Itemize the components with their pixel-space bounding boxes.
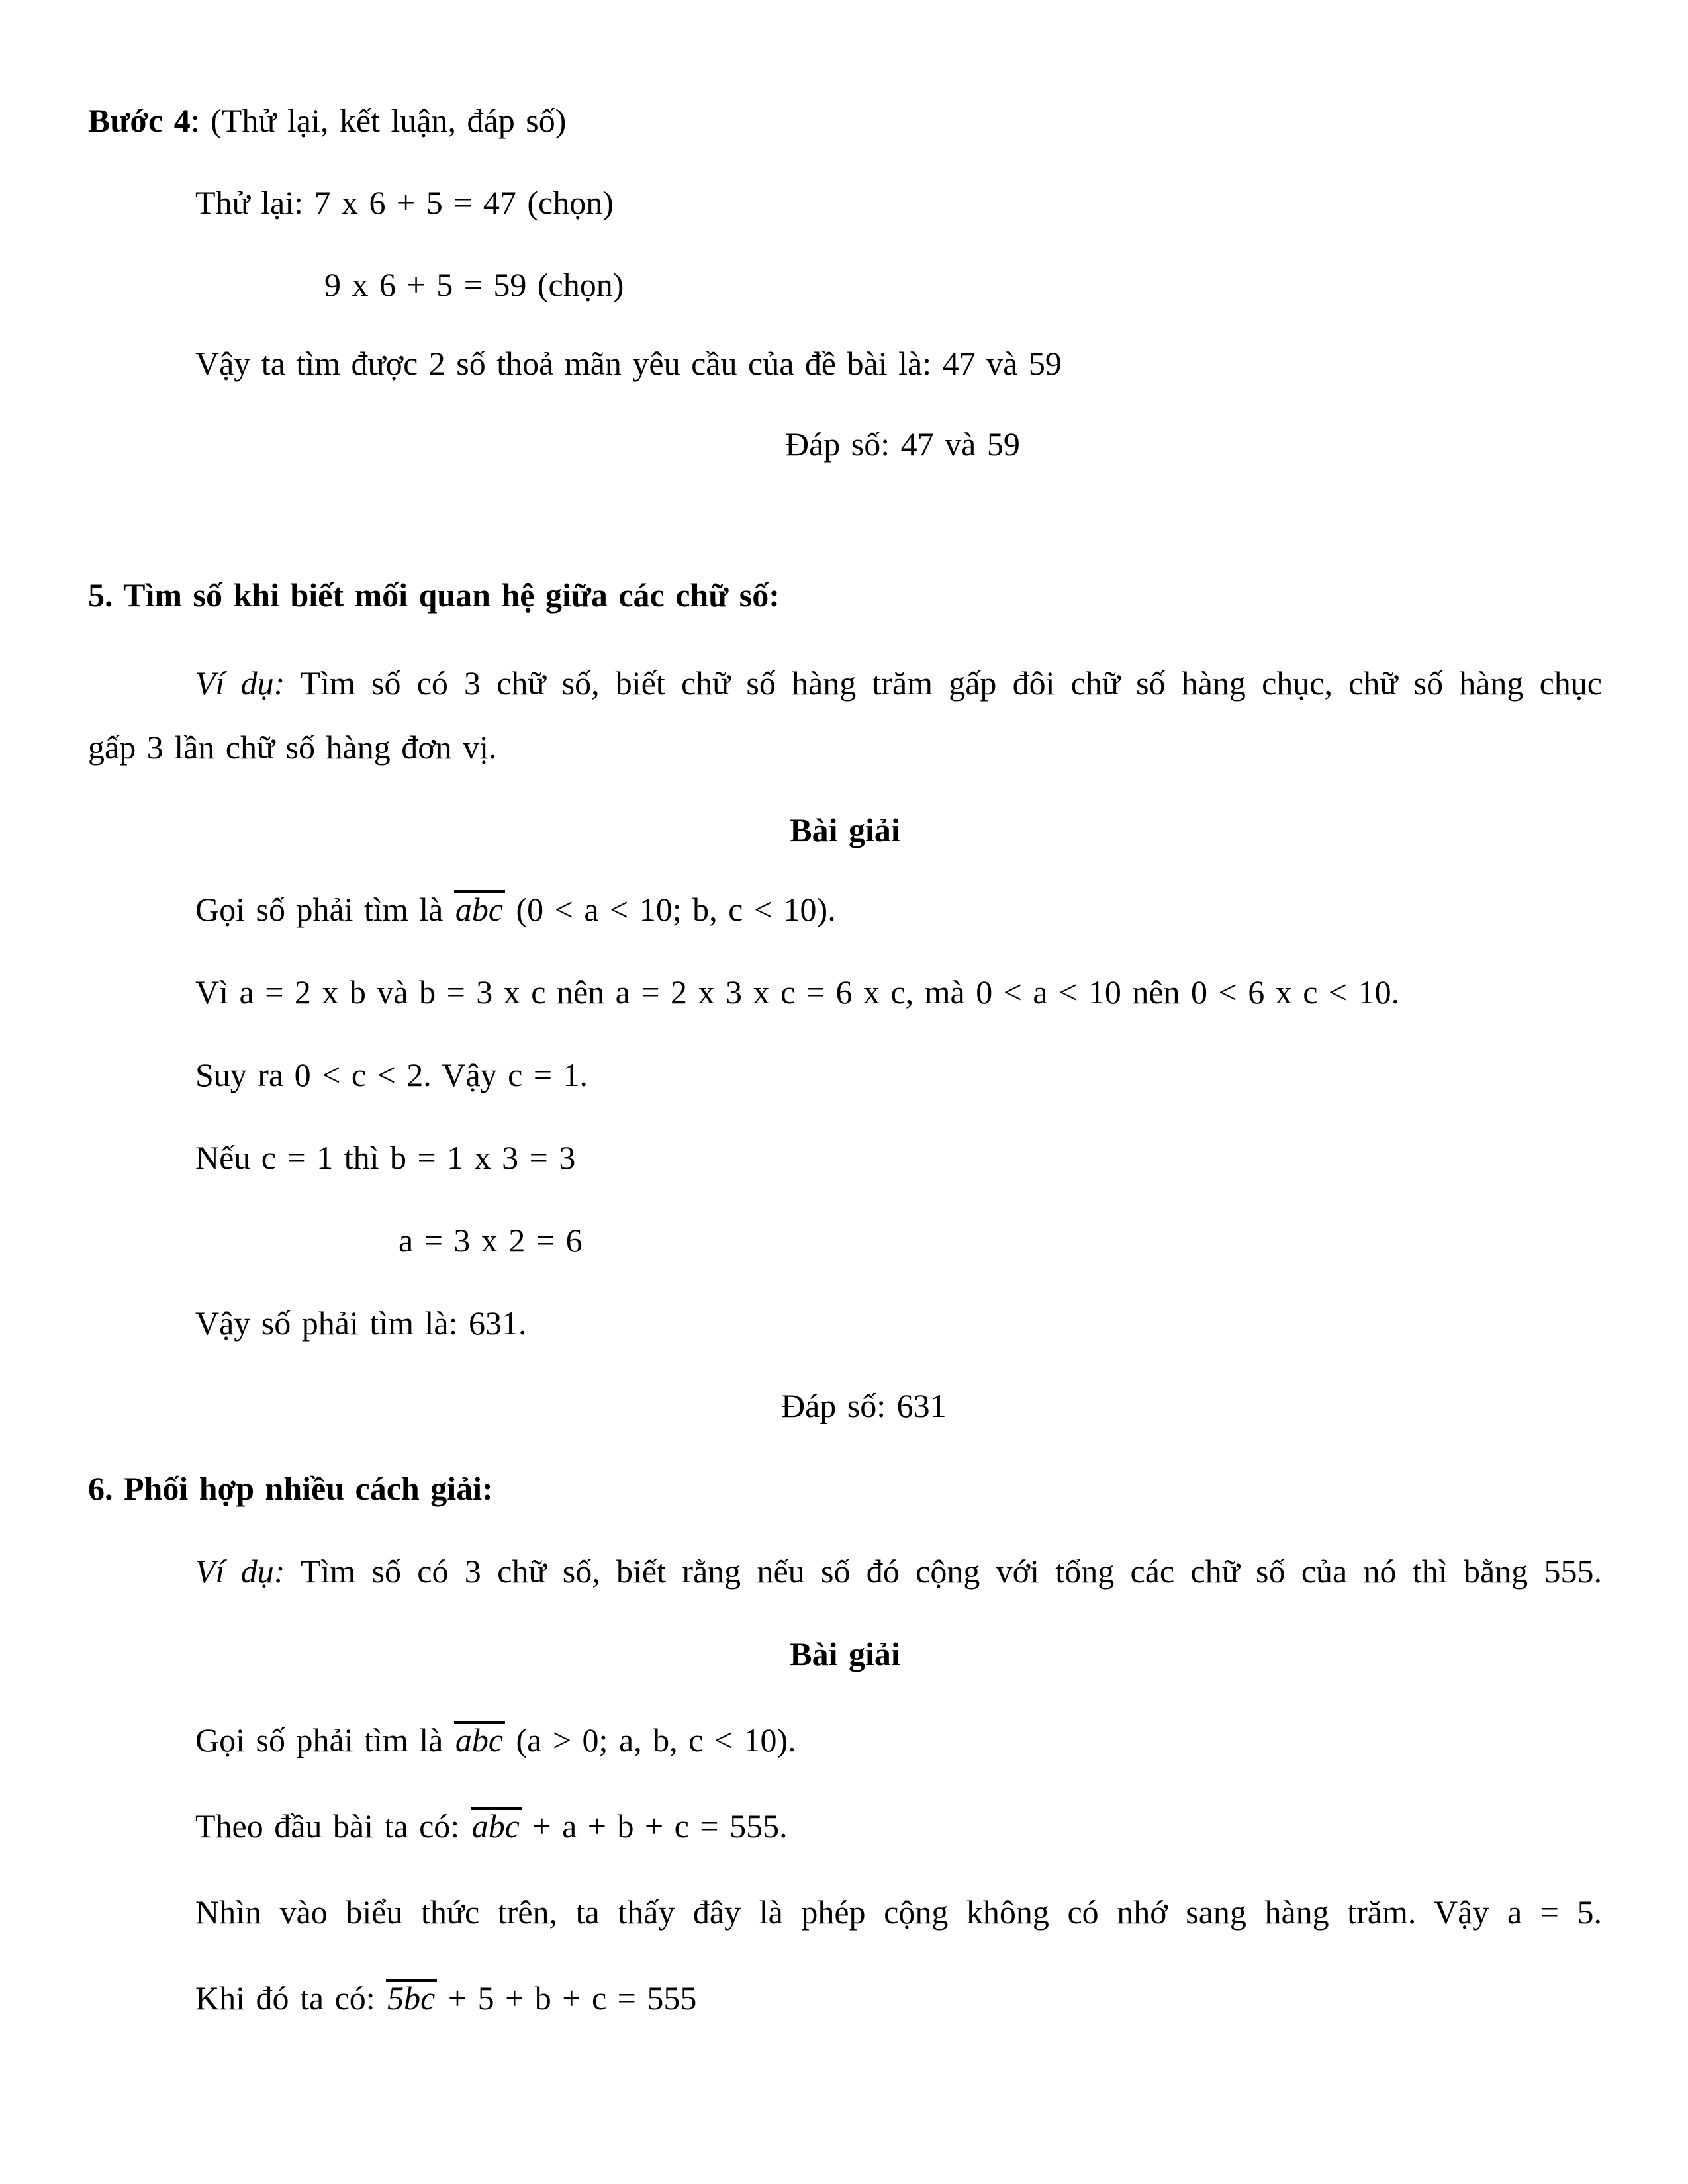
section5-solution-title: Bài giải bbox=[790, 811, 900, 848]
section6-solution-title: Bài giải bbox=[790, 1635, 900, 1672]
section6-call-pre: Gọi số phải tìm là bbox=[195, 1721, 454, 1758]
section5-reasoning: Vì a = 2 x b và b = 3 x c nên a = 2 x 3 x c = 6 x c, mà 0 < a < 10 nên 0 < 6 x c < 10. bbox=[195, 974, 1400, 1011]
overline-abc-variable: abc bbox=[471, 1807, 522, 1843]
section5-example-label: Ví dụ: bbox=[195, 664, 285, 702]
section5-call-pre: Gọi số phải tìm là bbox=[195, 891, 454, 928]
step4-heading-rest: : (Thử lại, kết luận, đáp số) bbox=[190, 102, 567, 139]
section5-case-b: Nếu c = 1 thì b = 1 x 3 = 3 bbox=[195, 1139, 576, 1176]
section6-then-line bbox=[195, 1978, 696, 2019]
section5-call-post: (0 < a < 10; b, c < 10). bbox=[505, 891, 836, 928]
step4-check-line-2: 9 x 6 + 5 = 59 (chọn) bbox=[324, 266, 624, 303]
overline-abc-variable: abc bbox=[454, 890, 505, 926]
section5-case-a: a = 3 x 2 = 6 bbox=[399, 1222, 583, 1259]
section5-example-text: Tìm số có 3 chữ số, biết chữ số hàng trăm gấp đôi chữ số hàng chục, chữ số hàng chục bbox=[285, 664, 1602, 702]
step4-label: Bước 4 bbox=[88, 102, 191, 139]
section5-answer: Đáp số: 631 bbox=[781, 1387, 947, 1424]
section5-example-line1 bbox=[195, 662, 1602, 704]
step4-answer: Đáp số: 47 và 59 bbox=[785, 426, 1020, 463]
section6-given-line bbox=[195, 1805, 788, 1846]
section6-given-pre: Theo đầu bài ta có: bbox=[195, 1807, 471, 1844]
section6-then-pre: Khi đó ta có: bbox=[195, 1979, 387, 2017]
section6-call-post: (a > 0; a, b, c < 10). bbox=[505, 1721, 796, 1758]
section5-deduction: Suy ra 0 < c < 2. Vậy c = 1. bbox=[195, 1056, 588, 1093]
step4-check-line-1: Thử lại: 7 x 6 + 5 = 47 (chọn) bbox=[195, 184, 614, 221]
overline-abc-variable: abc bbox=[454, 1721, 505, 1756]
section6-example-text: Tìm số có 3 chữ số, biết rằng nếu số đó cộng với tổng các chữ số của nó thì bằng 555. bbox=[285, 1553, 1602, 1590]
section6-example-line bbox=[195, 1551, 1602, 1592]
section6-given-post: + a + b + c = 555. bbox=[521, 1807, 788, 1844]
section6-then-post: + 5 + b + c = 555 bbox=[437, 1979, 697, 2017]
step4-conclusion: Vậy ta tìm được 2 số thoả mãn yêu cầu của đề bài là: 47 và 59 bbox=[195, 345, 1062, 382]
section5-call-line bbox=[195, 889, 836, 930]
section5-example-line2: gấp 3 lần chữ số hàng đơn vị. bbox=[88, 729, 497, 766]
section6-heading: 6. Phối hợp nhiều cách giải: bbox=[88, 1470, 493, 1507]
section5-conclusion: Vậy số phải tìm là: 631. bbox=[195, 1304, 527, 1342]
step4-heading bbox=[88, 100, 566, 141]
section6-note: Nhìn vào biểu thức trên, ta thấy đây là phép cộng không có nhớ sang hàng trăm. Vậy a = 5. bbox=[195, 1893, 1602, 1931]
section6-example-label: Ví dụ: bbox=[195, 1553, 285, 1590]
section5-heading: 5. Tìm số khi biết mối quan hệ giữa các chữ số: bbox=[88, 576, 780, 614]
section6-call-line bbox=[195, 1719, 796, 1760]
overline-5bc-variable: 5bc bbox=[386, 1979, 437, 2015]
